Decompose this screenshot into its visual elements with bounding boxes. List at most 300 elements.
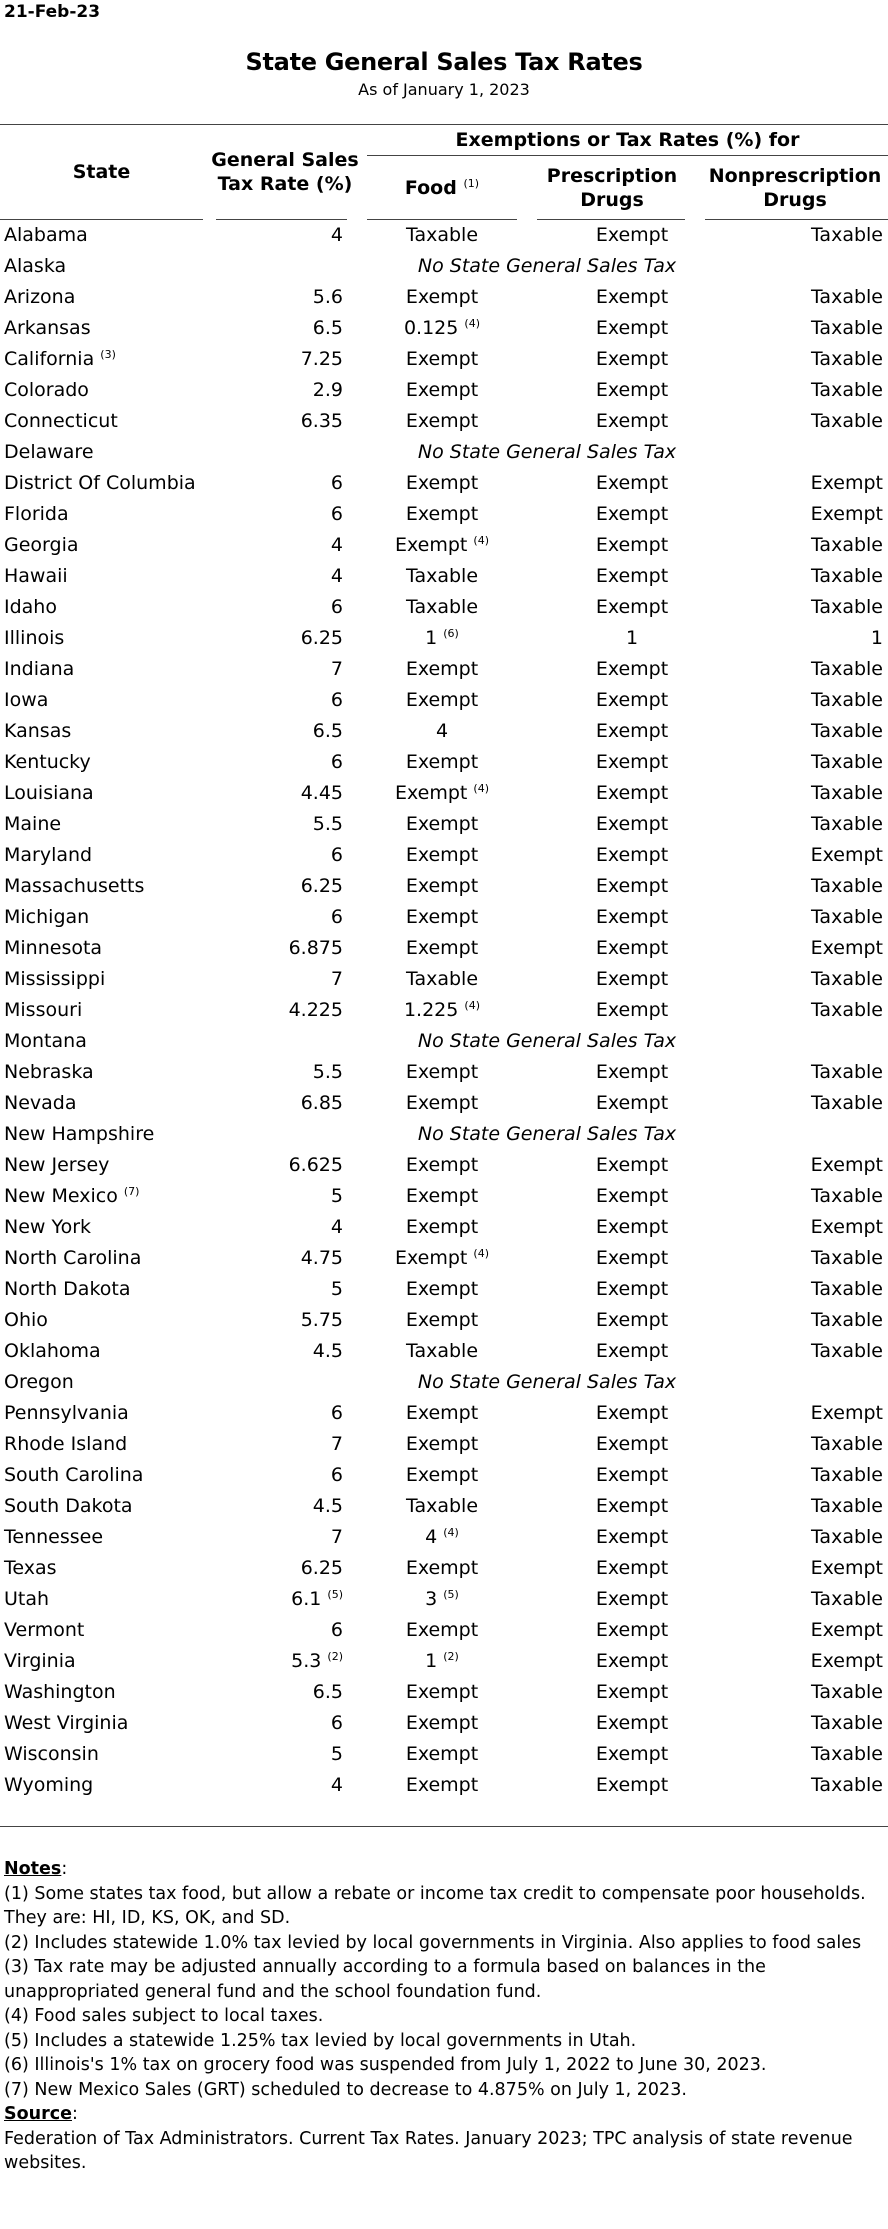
nonprescription-drugs-cell: Taxable [810, 813, 883, 835]
exemptions-group-rule [367, 155, 888, 156]
nonprescription-drugs-cell: Taxable [810, 534, 883, 556]
tax-rate-value: 4.45 [300, 782, 343, 804]
prescription-drugs-cell: Exempt [595, 1557, 669, 1579]
tax-rate-cell [331, 906, 343, 928]
state-cell [4, 813, 61, 835]
food-value: Exempt [394, 534, 468, 556]
tax-rate-value: 5 [330, 1743, 343, 1765]
state-cell [4, 937, 102, 959]
nonprescription-drugs-cell: Taxable [810, 751, 883, 773]
food-cell [367, 286, 517, 308]
table-row [0, 439, 888, 470]
state-cell [4, 658, 74, 680]
tax-rate-cell [289, 937, 343, 959]
table-bottom-rule [0, 1826, 888, 1827]
prescription-drugs-cell: Exempt [595, 1743, 669, 1765]
table-row [0, 346, 888, 377]
prescription-drugs-cell: Exempt [595, 317, 669, 339]
food-value: Exempt [405, 1278, 479, 1300]
state-name: Minnesota [4, 937, 103, 959]
tax-rate-cell [331, 565, 343, 587]
nonprescription-drugs-cell: Taxable [810, 1185, 883, 1207]
table-row [0, 1431, 888, 1462]
state-name: North Carolina [4, 1247, 142, 1269]
prescription-drugs-cell: Exempt [595, 1495, 669, 1517]
food-cell [367, 472, 517, 494]
prescription-drugs-cell: Exempt [595, 999, 669, 1021]
tax-rate-value: 7 [330, 968, 343, 990]
tax-rate-value: 5.75 [300, 1309, 343, 1331]
table-row [0, 501, 888, 532]
tax-rate-cell [301, 875, 343, 897]
state-cell [4, 1247, 141, 1269]
state-name: New Jersey [4, 1154, 110, 1176]
prescription-drugs-cell: Exempt [595, 286, 669, 308]
tax-rate-value: 6.5 [312, 317, 343, 339]
table-row [0, 1338, 888, 1369]
table-row [0, 935, 888, 966]
state-name: Mississippi [4, 968, 106, 990]
state-name: Indiana [4, 658, 75, 680]
tax-rate-value: 4.5 [312, 1495, 343, 1517]
food-footnote: (4) [464, 999, 481, 1012]
food-cell [367, 782, 517, 804]
food-value: Taxable [405, 1495, 479, 1517]
nonprescription-drugs-cell: Taxable [810, 1433, 883, 1455]
nonprescription-drugs-cell: Taxable [810, 720, 883, 742]
tax-rate-value: 4.5 [312, 1340, 343, 1362]
state-name: South Dakota [4, 1495, 133, 1517]
tax-rate-value: 5.6 [312, 286, 343, 308]
tax-rate-value: 5.5 [312, 1061, 343, 1083]
food-cell [367, 937, 517, 959]
tax-rate-value: 6.875 [288, 937, 343, 959]
prescription-drugs-cell: Exempt [595, 782, 669, 804]
table-row [0, 1121, 888, 1152]
prescription-drugs-cell: Exempt [595, 1526, 669, 1548]
table-row [0, 315, 888, 346]
state-name: Washington [4, 1681, 116, 1703]
state-cell [4, 348, 116, 370]
state-cell [4, 999, 82, 1021]
tax-rate-cell [331, 503, 343, 525]
prescription-drugs-cell: Exempt [595, 937, 669, 959]
food-cell [367, 1309, 517, 1331]
prescription-drugs-cell: Exempt [595, 751, 669, 773]
food-value: Exempt [405, 348, 479, 370]
table-row [0, 532, 888, 563]
tax-rate-cell [331, 472, 343, 494]
state-cell [4, 503, 69, 525]
tax-rate-cell [331, 751, 343, 773]
table-row [0, 811, 888, 842]
food-value: Exempt [405, 503, 479, 525]
nonprescription-drugs-cell: 1 [870, 627, 883, 649]
state-name: Massachusetts [4, 875, 145, 897]
food-value: Exempt [405, 286, 479, 308]
food-cell [367, 844, 517, 866]
tax-rate-value: 6.35 [300, 410, 343, 432]
nonprescription-drugs-cell: Taxable [810, 1464, 883, 1486]
table-row [0, 563, 888, 594]
nonprescription-drugs-cell: Exempt [810, 503, 883, 525]
tax-rate-cell [313, 317, 343, 339]
food-cell [367, 968, 517, 990]
food-footnote: (4) [473, 534, 489, 547]
source-text: Federation of Tax Administrators. Current Tax Rates. January 2023; TPC analysis of state revenue websites. [4, 2128, 853, 2173]
prescription-drugs-cell: Exempt [595, 1278, 669, 1300]
food-footnote: (6) [443, 627, 459, 640]
tax-rate-value: 6 [330, 844, 343, 866]
prescription-drugs-cell: Exempt [595, 968, 669, 990]
tax-rate-cell [301, 1092, 343, 1114]
header-bottom-rule-food [367, 219, 517, 220]
tax-rate-footnote: (5) [327, 1588, 343, 1601]
food-cell [367, 906, 517, 928]
tax-rate-cell [291, 1588, 343, 1610]
state-cell [4, 1309, 48, 1331]
state-cell [4, 782, 94, 804]
food-cell [367, 1092, 517, 1114]
tax-rate-cell [331, 1712, 343, 1734]
state-name: Maryland [4, 844, 93, 866]
tax-rate-value: 6 [330, 689, 343, 711]
prescription-drugs-cell: Exempt [595, 1712, 669, 1734]
table-row [0, 780, 888, 811]
nonprescription-drugs-cell: Taxable [810, 410, 883, 432]
food-cell [367, 1061, 517, 1083]
tax-rate-value: 6.1 [291, 1588, 322, 1610]
prescription-drugs-cell: Exempt [595, 1433, 669, 1455]
food-cell [367, 534, 517, 556]
state-cell [4, 1619, 84, 1641]
food-value: Exempt [405, 410, 479, 432]
food-cell [367, 1216, 517, 1238]
table-row [0, 966, 888, 997]
food-footnote: (2) [443, 1650, 459, 1663]
food-value: 1 [425, 1650, 438, 1672]
table-row [0, 470, 888, 501]
nonprescription-drugs-cell: Taxable [810, 1712, 883, 1734]
state-name: New Mexico [4, 1185, 118, 1207]
tax-rate-value: 6 [330, 1619, 343, 1641]
food-value: Exempt [405, 1774, 479, 1796]
no-sales-tax-note: No State General Sales Tax [417, 1030, 677, 1052]
prescription-drugs-cell: Exempt [595, 379, 669, 401]
state-name: Illinois [4, 627, 65, 649]
tax-rate-cell [289, 999, 343, 1021]
state-cell [4, 1402, 129, 1424]
food-value: Exempt [405, 689, 479, 711]
table-row [0, 718, 888, 749]
table-row [0, 1741, 888, 1772]
food-footnote: (4) [473, 1247, 489, 1260]
state-name: Oregon [4, 1371, 74, 1393]
table-row [0, 1617, 888, 1648]
food-cell [367, 1588, 517, 1610]
nonprescription-drugs-cell: Exempt [810, 1154, 883, 1176]
table-row [0, 1183, 888, 1214]
state-name: Wyoming [4, 1774, 94, 1796]
tax-rate-cell [331, 689, 343, 711]
table-row [0, 1307, 888, 1338]
tax-rate-cell [331, 1774, 343, 1796]
nonprescription-drugs-cell: Taxable [810, 999, 883, 1021]
state-cell [4, 1030, 87, 1052]
food-value: Exempt [405, 379, 479, 401]
nonprescription-drugs-cell: Exempt [810, 1650, 883, 1672]
header-tax-rate-line1: General Sales [211, 149, 359, 171]
state-name: Louisiana [4, 782, 94, 804]
tax-rate-value: 7 [330, 658, 343, 680]
state-name: District Of Columbia [4, 472, 196, 494]
food-value: Exempt [405, 1743, 479, 1765]
state-name: North Dakota [4, 1278, 131, 1300]
state-name: Iowa [4, 689, 49, 711]
header-rx-line2: Drugs [580, 189, 644, 211]
state-footnote: (7) [123, 1185, 140, 1198]
nonprescription-drugs-cell: Taxable [810, 1774, 883, 1796]
food-cell [367, 751, 517, 773]
prescription-drugs-cell: Exempt [595, 596, 669, 618]
state-cell [4, 255, 66, 277]
food-cell [367, 689, 517, 711]
tax-rate-cell [313, 1340, 343, 1362]
state-cell [4, 1092, 77, 1114]
tax-rate-cell [313, 1681, 343, 1703]
tax-rate-cell [301, 410, 343, 432]
table-row [0, 656, 888, 687]
tax-rate-value: 4 [330, 224, 343, 246]
prescription-drugs-cell: Exempt [595, 1154, 669, 1176]
tax-rate-value: 6.25 [300, 627, 343, 649]
state-cell [4, 875, 144, 897]
table-row [0, 1276, 888, 1307]
header-food-note: (1) [463, 177, 480, 190]
tax-rate-cell [313, 813, 343, 835]
note-item: (4) Food sales subject to local taxes. [4, 2006, 324, 2026]
tax-rate-cell [301, 1247, 343, 1269]
food-value: Exempt [405, 1557, 479, 1579]
tax-rate-value: 2.9 [312, 379, 343, 401]
notes-section: Notes: (1) Some states tax food, but allow a rebate or income tax credit to compensate poor households. They are: HI, ID, KS, OK, and SD. (2) Includes statewide 1.0% tax levied by local governments in Virginia. Also applies to food sales (3) Tax rate may be adjusted annually according to a formula based on balances in the unappropriated general fund and the school foundation fund. (4) Food sales subject to local taxes. (5) Includes a statewide 1.25% tax levied by local governments in Utah. (6) Illinois's 1% tax on grocery food was suspended from July 1, 2022 to June 30, 2023. (7) New Mexico Sales (GRT) scheduled to decrease to 4.875% on July 1, 2023. Source: Federation of Tax Administrators. Current Tax Rates. January 2023; TPC analysis of state revenue websites. [4, 1857, 884, 2176]
tax-rate-cell [331, 1464, 343, 1486]
state-name: Wisconsin [4, 1743, 99, 1765]
tax-rate-cell [331, 1402, 343, 1424]
food-value: Exempt [405, 937, 479, 959]
header-bottom-rule-nrx [705, 219, 888, 220]
tax-rate-value: 4.75 [300, 1247, 343, 1269]
prescription-drugs-cell: Exempt [595, 1216, 669, 1238]
food-value: Taxable [405, 224, 479, 246]
state-cell [4, 441, 94, 463]
tax-rate-cell [331, 596, 343, 618]
food-value: Exempt [405, 844, 479, 866]
note-item: (2) Includes statewide 1.0% tax levied by local governments in Virginia. Also applies to food sales [4, 1932, 862, 1953]
state-cell [4, 379, 89, 401]
food-value: Exempt [405, 1681, 479, 1703]
table-row [0, 594, 888, 625]
food-value: Taxable [405, 565, 479, 587]
food-value: Exempt [405, 751, 479, 773]
nonprescription-drugs-cell: Taxable [810, 782, 883, 804]
state-cell [4, 1743, 99, 1765]
table-row [0, 1586, 888, 1617]
food-value: Exempt [394, 782, 468, 804]
nonprescription-drugs-cell: Taxable [810, 1092, 883, 1114]
table-row [0, 997, 888, 1028]
prescription-drugs-cell: Exempt [595, 1588, 669, 1610]
table-row [0, 1400, 888, 1431]
state-cell [4, 751, 91, 773]
food-value: Exempt [405, 1464, 479, 1486]
prescription-drugs-cell: Exempt [595, 224, 669, 246]
header-bottom-rule-state [0, 219, 203, 220]
food-cell [367, 379, 517, 401]
prescription-drugs-cell: Exempt [595, 1650, 669, 1672]
table-row [0, 687, 888, 718]
prescription-drugs-cell: Exempt [595, 1340, 669, 1362]
table-row [0, 749, 888, 780]
prescription-drugs-cell: Exempt [595, 875, 669, 897]
nonprescription-drugs-cell: Taxable [810, 317, 883, 339]
nonprescription-drugs-cell: Exempt [810, 1402, 883, 1424]
state-name: Florida [4, 503, 69, 525]
prescription-drugs-cell: Exempt [595, 658, 669, 680]
food-cell [367, 1278, 517, 1300]
header-bottom-rule-rx [537, 219, 685, 220]
tax-rate-value: 4 [330, 1774, 343, 1796]
state-cell [4, 906, 89, 928]
table-row [0, 408, 888, 439]
state-cell [4, 1185, 139, 1207]
nonprescription-drugs-cell: Taxable [810, 1681, 883, 1703]
state-cell [4, 1650, 76, 1672]
prescription-drugs-cell: Exempt [595, 1061, 669, 1083]
food-cell [367, 658, 517, 680]
prescription-drugs-cell: Exempt [595, 1092, 669, 1114]
table-row [0, 377, 888, 408]
no-sales-tax-note: No State General Sales Tax [417, 1123, 677, 1145]
state-cell [4, 410, 118, 432]
food-value: Exempt [405, 906, 479, 928]
prescription-drugs-cell: Exempt [595, 1619, 669, 1641]
header-nonprescription-drugs [700, 164, 888, 212]
no-sales-tax-note: No State General Sales Tax [417, 441, 677, 463]
state-cell [4, 534, 79, 556]
state-name: Tennessee [4, 1526, 104, 1548]
prescription-drugs-cell: Exempt [595, 472, 669, 494]
header-rx-line1: Prescription [546, 165, 678, 187]
food-cell [367, 1681, 517, 1703]
table-row [0, 1152, 888, 1183]
state-name: Ohio [4, 1309, 48, 1331]
note-item: (7) New Mexico Sales (GRT) scheduled to decrease to 4.875% on July 1, 2023. [4, 2079, 687, 2100]
nonprescription-drugs-cell: Exempt [810, 844, 883, 866]
state-cell [4, 844, 92, 866]
state-name: Arizona [4, 286, 76, 308]
table-row [0, 1555, 888, 1586]
state-cell [4, 1588, 49, 1610]
state-cell [4, 1526, 103, 1548]
state-cell [4, 1278, 131, 1300]
state-name: Alaska [4, 255, 67, 277]
food-cell [367, 627, 517, 649]
state-cell [4, 472, 196, 494]
table-row [0, 253, 888, 284]
tax-rate-cell [313, 720, 343, 742]
food-cell [367, 875, 517, 897]
state-footnote: (3) [100, 348, 116, 361]
nonprescription-drugs-cell: Taxable [810, 1061, 883, 1083]
state-name: California [4, 348, 95, 370]
nonprescription-drugs-cell: Taxable [810, 1743, 883, 1765]
table-row [0, 1059, 888, 1090]
food-value: Exempt [405, 1619, 479, 1641]
header-top-rule [0, 124, 888, 125]
food-value: Exempt [394, 1247, 468, 1269]
table-row [0, 1679, 888, 1710]
food-value: Taxable [405, 1340, 479, 1362]
header-bottom-rule-rate [216, 219, 347, 220]
state-cell [4, 1681, 116, 1703]
table-row [0, 222, 888, 253]
state-name: Oklahoma [4, 1340, 101, 1362]
food-cell [367, 1774, 517, 1796]
tax-rate-value: 6 [330, 906, 343, 928]
tax-rate-cell [313, 1495, 343, 1517]
tax-rate-cell [301, 1309, 343, 1331]
nonprescription-drugs-cell: Taxable [810, 1588, 883, 1610]
tax-rate-value: 6.5 [312, 720, 343, 742]
food-cell [367, 720, 517, 742]
page-subtitle: As of January 1, 2023 [358, 80, 530, 99]
nonprescription-drugs-cell: Taxable [810, 596, 883, 618]
prescription-drugs-cell: Exempt [595, 1309, 669, 1331]
tax-rate-cell [331, 534, 343, 556]
state-name: Utah [4, 1588, 50, 1610]
nonprescription-drugs-cell: Taxable [810, 875, 883, 897]
state-cell [4, 1774, 93, 1796]
tax-rate-value: 7 [330, 1433, 343, 1455]
nonprescription-drugs-cell: Taxable [810, 286, 883, 308]
prescription-drugs-cell: Exempt [595, 906, 669, 928]
nonprescription-drugs-cell: Taxable [810, 1340, 883, 1362]
nonprescription-drugs-cell: Taxable [810, 565, 883, 587]
nonprescription-drugs-cell: Taxable [810, 1495, 883, 1517]
nonprescription-drugs-cell: Taxable [810, 348, 883, 370]
prescription-drugs-cell: 1 [625, 627, 639, 649]
tax-rate-value: 6 [330, 1402, 343, 1424]
tax-rate-value: 4.225 [288, 999, 343, 1021]
food-footnote: (4) [464, 317, 481, 330]
prescription-drugs-cell: Exempt [595, 565, 669, 587]
tax-rate-value: 5 [330, 1185, 343, 1207]
tax-rate-value: 6 [330, 1712, 343, 1734]
state-name: New Hampshire [4, 1123, 155, 1145]
tax-rate-value: 6 [330, 503, 343, 525]
tax-rate-value: 4 [330, 565, 343, 587]
food-cell [367, 1402, 517, 1424]
table-row [0, 1493, 888, 1524]
nonprescription-drugs-cell: Taxable [810, 224, 883, 246]
table-row [0, 1214, 888, 1245]
state-cell [4, 1154, 109, 1176]
table-row [0, 1245, 888, 1276]
header-nrx-line2: Drugs [763, 189, 827, 211]
nonprescription-drugs-cell: Taxable [810, 1278, 883, 1300]
nonprescription-drugs-cell: Taxable [810, 379, 883, 401]
